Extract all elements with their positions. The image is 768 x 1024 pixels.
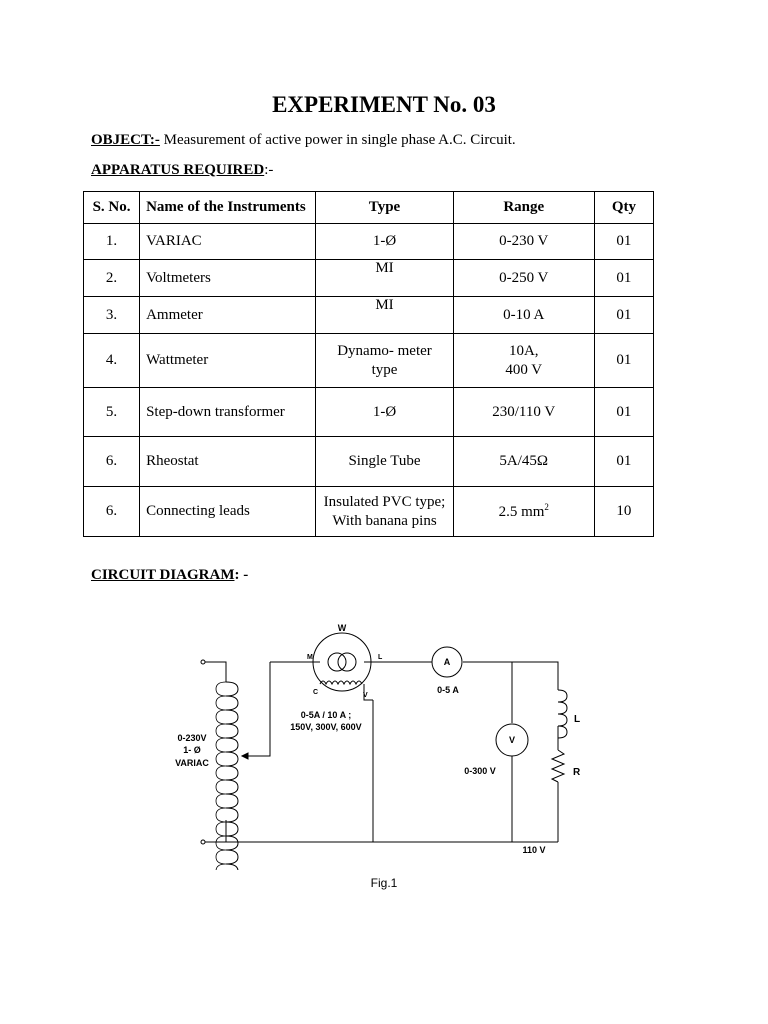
cell-qty: 01 — [594, 334, 653, 388]
cell-range — [453, 334, 594, 388]
variac-label-line1: 0-230V — [177, 733, 207, 743]
resistor-zigzag — [552, 750, 564, 782]
table-row — [84, 260, 654, 297]
cell-sno: 6. — [84, 487, 140, 537]
cell-name: Wattmeter — [140, 334, 316, 388]
header-type: Type — [316, 192, 453, 224]
cell-type: 1-Ø — [316, 224, 453, 260]
variac-tap-arrow-icon — [242, 753, 248, 759]
wire-variac-top — [205, 662, 226, 682]
cell-qty: 01 — [594, 224, 653, 260]
apparatus-heading — [91, 162, 273, 179]
wire-variac-bottom — [205, 820, 226, 842]
voltmeter-range: 0-300 V — [464, 766, 496, 776]
wire-ammeter-to-load — [463, 662, 558, 690]
table-header-row — [84, 192, 654, 224]
header-qty: Qty — [594, 192, 653, 224]
circuit-heading — [91, 567, 248, 584]
cell-type: MI — [316, 297, 453, 334]
cell-type-line1: Insulated PVC type; — [323, 493, 446, 510]
cell-name: Connecting leads — [140, 487, 316, 537]
cell-name: Rheostat — [140, 437, 316, 487]
table-row — [84, 487, 654, 537]
table-row — [84, 388, 654, 437]
cell-type: MI — [316, 260, 453, 297]
header-range: Range — [453, 192, 594, 224]
wattmeter-label: W — [337, 623, 347, 633]
cell-range-superscript: 2 — [544, 502, 549, 512]
cell-range-line2: 400 V — [505, 361, 543, 378]
cell-sno: 6. — [84, 437, 140, 487]
cell-type: Single Tube — [316, 437, 453, 487]
wattmeter-l-terminal: L — [378, 654, 383, 661]
wattmeter-range-line1: 0-5A / 10 A ; — [300, 710, 352, 720]
cell-name: Step-down transformer — [140, 388, 316, 437]
cell-range: 0-230 V — [453, 224, 594, 260]
cell-qty: 01 — [594, 260, 653, 297]
resistor-label: R — [573, 767, 581, 778]
wattmeter-current-coil-left — [328, 653, 346, 671]
circuit-heading-label: CIRCUIT DIAGRAM — [91, 567, 235, 583]
wattmeter-current-coil-right — [338, 653, 356, 671]
cell-range — [453, 487, 594, 537]
variac-terminal-top — [201, 660, 205, 664]
cell-range-line1: 10A, — [508, 342, 539, 359]
table-row — [84, 224, 654, 260]
cell-sno: 1. — [84, 224, 140, 260]
supply-label: 110 V — [522, 845, 546, 855]
table-row — [84, 437, 654, 487]
apparatus-table — [83, 191, 654, 537]
apparatus-suffix: :- — [264, 162, 274, 178]
table-row — [84, 334, 654, 388]
apparatus-label: APPARATUS REQUIRED — [91, 162, 265, 178]
wire-variac-tap — [242, 662, 270, 756]
cell-qty: 01 — [594, 297, 653, 334]
variac-label-line2: 1- Ø — [183, 745, 201, 755]
voltmeter-label: V — [508, 735, 516, 745]
cell-sno: 2. — [84, 260, 140, 297]
cell-type-line2: type — [371, 361, 398, 378]
cell-range: 0-250 V — [453, 260, 594, 297]
cell-sno: 4. — [84, 334, 140, 388]
variac-terminal-bottom — [201, 840, 205, 844]
cell-qty: 01 — [594, 437, 653, 487]
ammeter-range: 0-5 A — [437, 685, 459, 695]
cell-name: VARIAC — [140, 224, 316, 260]
cell-qty: 01 — [594, 388, 653, 437]
object-line — [91, 132, 516, 149]
circuit-heading-suffix: : - — [234, 567, 249, 583]
cell-range-value: 2.5 mm — [498, 504, 545, 520]
object-label: OBJECT:- — [91, 132, 160, 148]
header-name: Name of the Instruments — [140, 192, 316, 224]
object-text: Measurement of active power in single phase A.C. Circuit. — [159, 132, 516, 148]
inductor-coil — [558, 690, 567, 738]
cell-sno: 5. — [84, 388, 140, 437]
cell-type: 1-Ø — [316, 388, 453, 437]
cell-type — [316, 334, 453, 388]
cell-range: 0-10 A — [453, 297, 594, 334]
cell-type — [316, 487, 453, 537]
ammeter-label: A — [443, 657, 451, 667]
cell-type-line1: Dynamo- meter — [337, 342, 432, 359]
wattmeter-pressure-coil — [320, 681, 362, 684]
cell-sno: 3. — [84, 297, 140, 334]
header-sno: S. No. — [84, 192, 140, 224]
wattmeter-c-terminal: C — [313, 689, 319, 696]
variac-label-line3: VARIAC — [175, 758, 209, 768]
figure-caption: Fig.1 — [370, 876, 398, 890]
wattmeter-m-terminal: M — [307, 654, 313, 661]
circuit-diagram — [0, 600, 768, 870]
wattmeter-circle — [313, 633, 371, 691]
cell-range: 5A/45Ω — [453, 437, 594, 487]
cell-qty: 10 — [594, 487, 653, 537]
wattmeter-v-terminal: V — [363, 692, 368, 699]
cell-type-line2: With banana pins — [332, 512, 437, 529]
cell-name: Voltmeters — [140, 260, 316, 297]
cell-name: Ammeter — [140, 297, 316, 334]
inductor-label: L — [574, 714, 581, 725]
table-row — [84, 297, 654, 334]
cell-range: 230/110 V — [453, 388, 594, 437]
page-title: EXPERIMENT No. 03 — [272, 92, 496, 117]
wattmeter-range-line2: 150V, 300V, 600V — [290, 722, 362, 732]
